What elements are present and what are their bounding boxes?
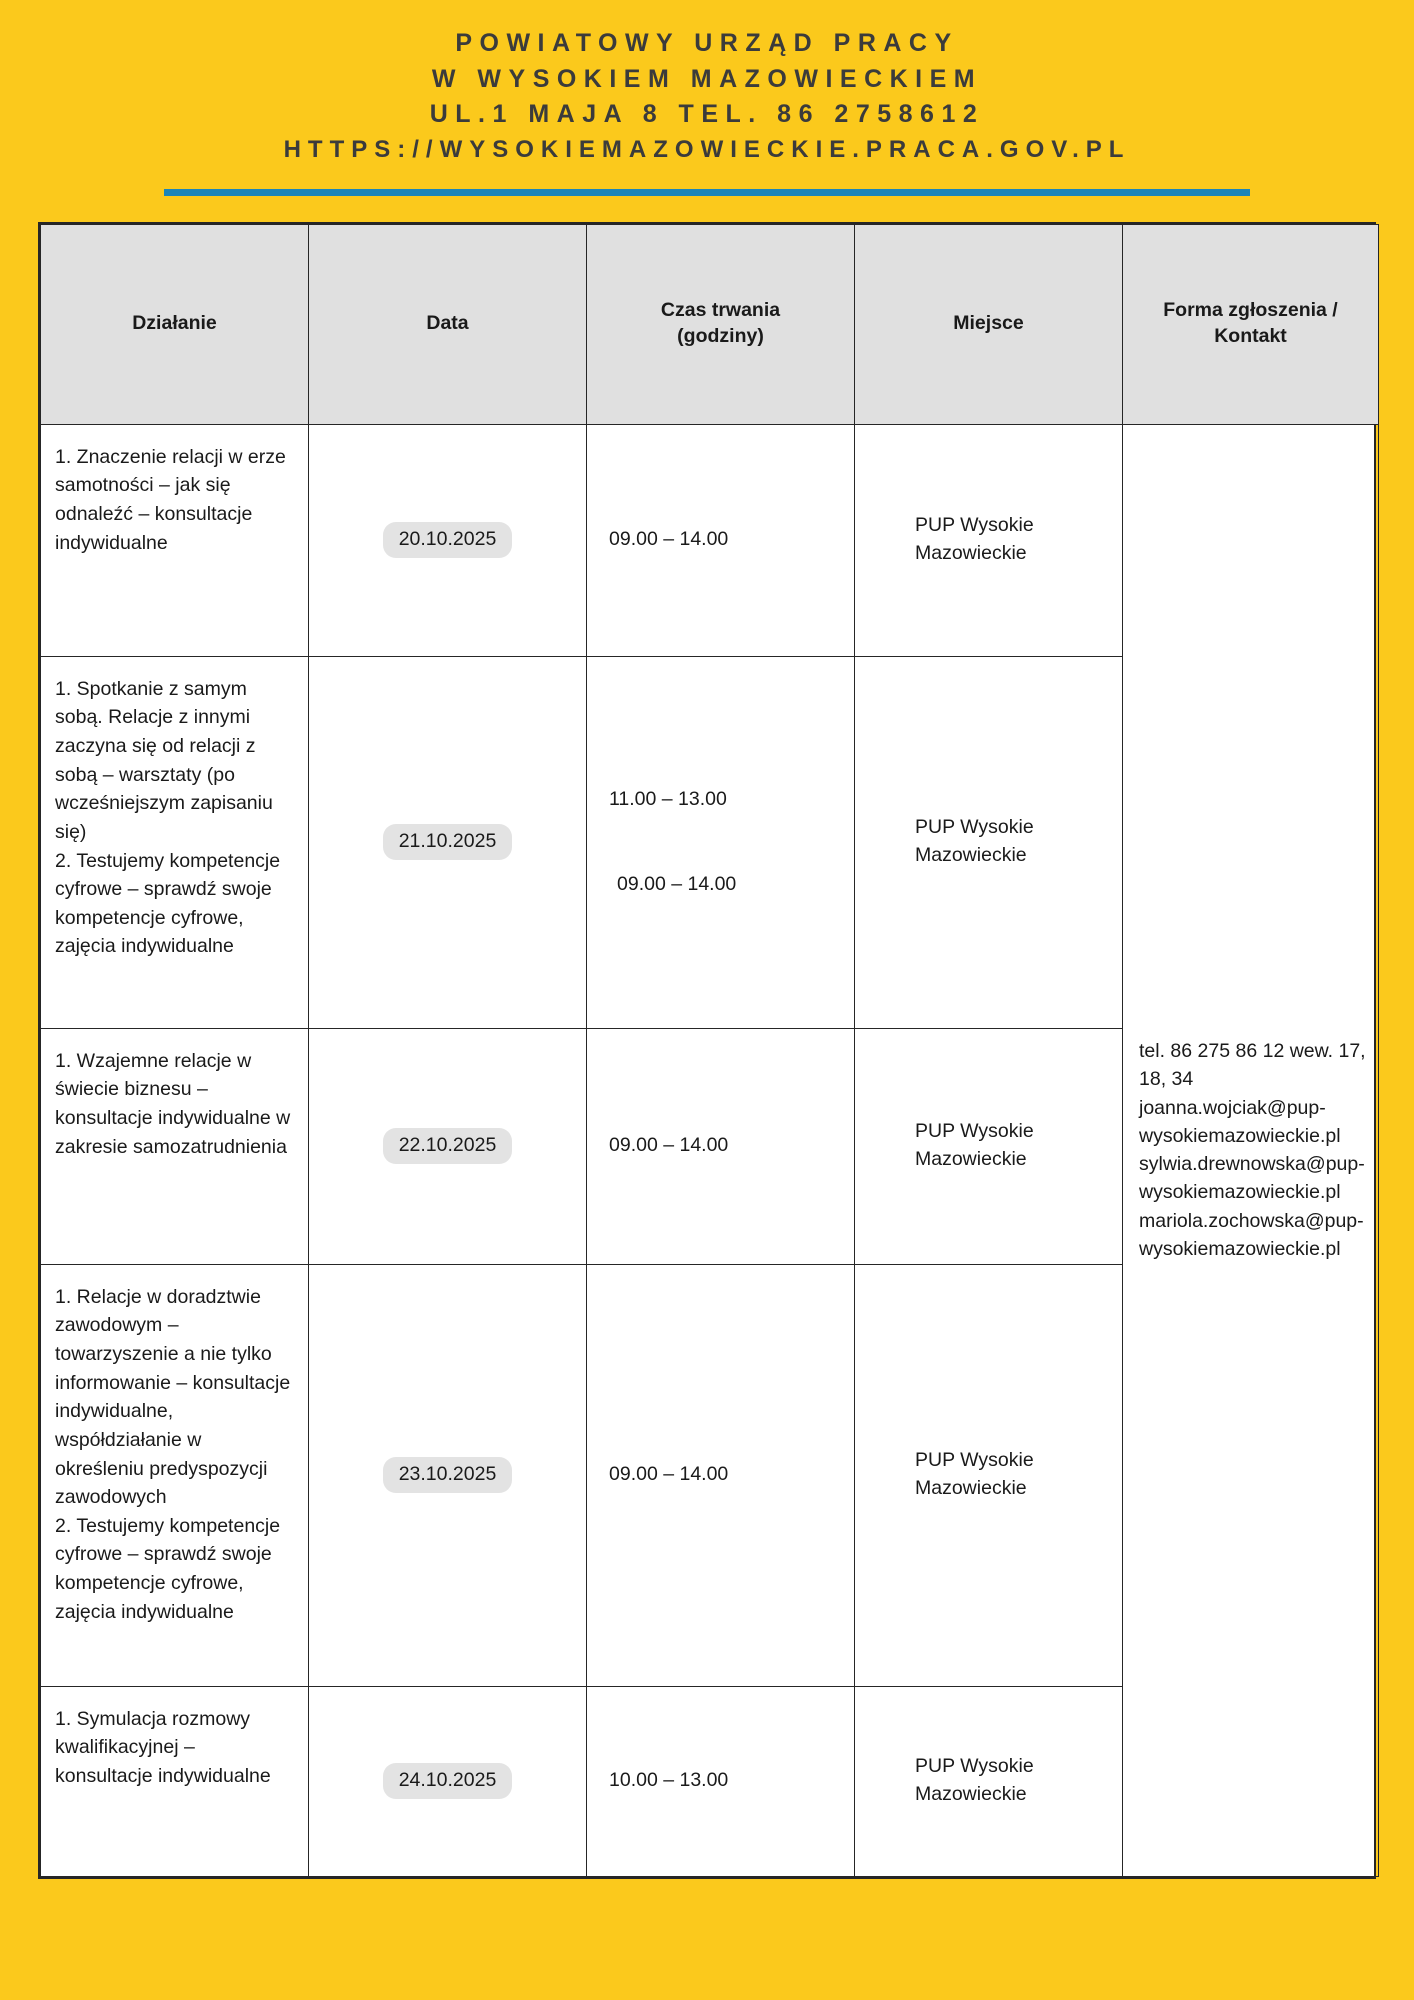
table-body (41, 424, 1379, 1876)
place-line1: PUP Wysokie (915, 816, 1034, 839)
cell-date (309, 656, 587, 1028)
duration-primary: 09.00 – 14.00 (609, 1463, 729, 1486)
office-name-line2: W WYSOKIEM MAZOWIECKIEM (431, 64, 983, 93)
cell-action: 1. Znaczenie relacji w erze samotności – jak się odnaleźć – konsultacje indywidualne (41, 424, 309, 656)
cell-date (309, 1686, 587, 1876)
cell-place (855, 1686, 1123, 1876)
place-line2: Mazowieckie (915, 844, 1027, 867)
contact-email-2[interactable]: sylwia.drewnowska@pup-wysokiemazowieckie.pl (1139, 1153, 1365, 1204)
column-header-date: Data (309, 224, 587, 424)
table-header-row (41, 224, 1379, 424)
date-badge: 22.10.2025 (383, 1128, 513, 1163)
column-header-duration-line1: Czas trwania (660, 299, 781, 322)
schedule-table (40, 224, 1379, 1877)
header-divider (0, 189, 1414, 196)
office-name-line1: POWIATOWY URZĄD PRACY (455, 29, 959, 57)
column-header-contact-line1: Forma zgłoszenia / (1163, 299, 1338, 322)
date-badge: 23.10.2025 (383, 1457, 513, 1492)
date-badge: 20.10.2025 (383, 522, 513, 557)
place-line1: PUP Wysokie (915, 1755, 1034, 1778)
cell-place (855, 1264, 1123, 1686)
date-badge: 21.10.2025 (383, 824, 513, 859)
divider-bar (164, 189, 1250, 196)
duration-secondary: 09.00 – 14.00 (617, 873, 737, 896)
cell-duration (587, 656, 855, 1028)
cell-place (855, 424, 1123, 656)
cell-duration (587, 1686, 855, 1876)
cell-action: 1. Spotkanie z samym sobą. Relacje z innymi zaczyna się od relacji z sobą – warsztaty (po wcześniejszym zapisaniu się) 2. Testujemy kompetencje cyfrowe – sprawdź swoje kompetencje cyfrowe, zajęcia indywidualne (41, 656, 309, 1028)
column-header-contact (1123, 224, 1379, 424)
cell-place (855, 656, 1123, 1028)
duration-primary: 10.00 – 13.00 (609, 1769, 729, 1792)
place-line1: PUP Wysokie (915, 1449, 1034, 1472)
contact-email-3[interactable]: mariola.zochowska@pup-wysokiemazowieckie.pl (1139, 1209, 1364, 1260)
column-header-action: Działanie (41, 224, 309, 424)
duration-primary: 09.00 – 14.00 (609, 1134, 729, 1157)
column-header-duration (587, 224, 855, 424)
duration-primary: 09.00 – 14.00 (609, 528, 729, 551)
cell-action: 1. Symulacja rozmowy kwalifikacyjnej – konsultacje indywidualne (41, 1686, 309, 1876)
place-line1: PUP Wysokie (915, 514, 1034, 537)
header (0, 0, 1414, 167)
column-header-place: Miejsce (855, 224, 1123, 424)
cell-place (855, 1028, 1123, 1264)
cell-contact (1123, 424, 1379, 1876)
cell-action: 1. Relacje w doradztwie zawodowym – towarzyszenie a nie tylko informowanie – konsultacje indywidualne, współdziałanie w określeniu predyspozycji zawodowych 2. Testujemy kompetencje cyfrowe – sprawdź swoje kompetencje cyfrowe, zajęcia indywidualne (41, 1264, 309, 1686)
place-line2: Mazowieckie (915, 1477, 1027, 1500)
cell-duration (587, 1264, 855, 1686)
table-row (41, 424, 1379, 656)
column-header-duration-line2: (godziny) (677, 325, 764, 348)
duration-primary: 11.00 – 13.00 (609, 787, 727, 810)
cell-duration (587, 1028, 855, 1264)
contact-phone: tel. 86 275 86 12 wew. 17, 18, 34 (1139, 1040, 1366, 1091)
contact-email-1[interactable]: joanna.wojciak@pup-wysokiemazowieckie.pl (1139, 1096, 1341, 1147)
cell-action: 1. Wzajemne relacje w świecie biznesu – konsultacje indywidualne w zakresie samozatrudnienia (41, 1028, 309, 1264)
schedule-table-container (38, 222, 1376, 1879)
date-badge: 24.10.2025 (383, 1763, 513, 1798)
table-header (41, 224, 1379, 424)
office-address-phone: UL.1 MAJA 8 TEL. 86 2758612 (429, 100, 985, 128)
cell-date (309, 424, 587, 656)
place-line2: Mazowieckie (915, 542, 1027, 565)
cell-date (309, 1028, 587, 1264)
cell-duration (587, 424, 855, 656)
place-line2: Mazowieckie (915, 1783, 1027, 1806)
office-website-url: HTTPS://WYSOKIEMAZOWIECKIE.PRACA.GOV.PL (283, 135, 1131, 163)
cell-date (309, 1264, 587, 1686)
place-line1: PUP Wysokie (915, 1120, 1034, 1143)
column-header-contact-line2: Kontakt (1214, 325, 1287, 348)
place-line2: Mazowieckie (915, 1148, 1027, 1171)
